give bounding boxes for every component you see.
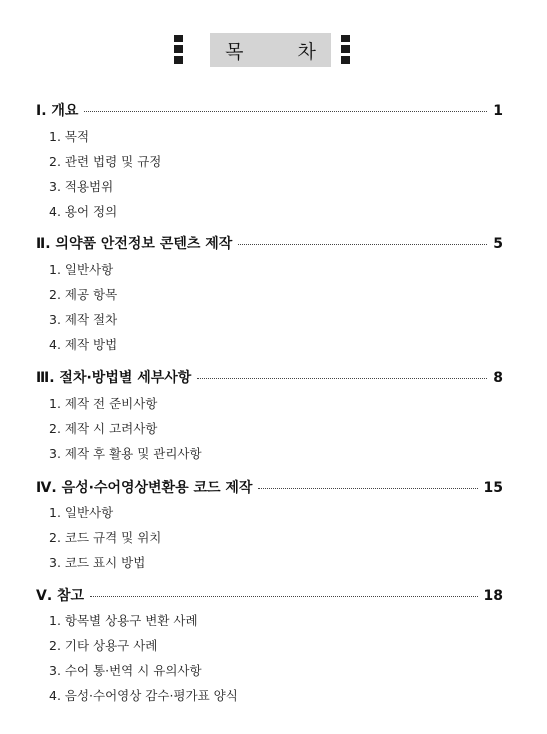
toc-item[interactable]: 3. 적용범위 [49,179,114,194]
toc-item[interactable]: 2. 관련 법령 및 규정 [49,154,162,169]
dot-leader [197,378,487,379]
toc-section-5[interactable] [36,585,503,605]
toc-item[interactable]: 1. 일반사항 [49,262,114,277]
title-right-decoration [341,33,350,67]
toc-section-3[interactable] [36,367,503,387]
title-left-decoration [174,33,183,67]
toc-item[interactable]: 1. 목적 [49,129,90,144]
toc-item[interactable]: 4. 용어 정의 [49,204,118,219]
section-heading: Ⅰ. 개요 [36,103,79,119]
toc-item[interactable]: 1. 항목별 상용구 변환 사례 [49,613,198,628]
toc-title-box [210,33,340,67]
toc-item[interactable]: 2. 제작 시 고려사항 [49,421,158,436]
dot-leader [258,488,477,489]
toc-title: 목 차 [225,40,340,63]
toc-item[interactable]: 4. 음성·수어영상 감수·평가표 양식 [49,688,238,703]
dot-leader [84,111,487,112]
toc-item[interactable]: 2. 제공 항목 [49,287,118,302]
section-heading: Ⅳ. 음성·수어영상변환용 코드 제작 [36,480,253,496]
section-page-number: 5 [493,236,503,252]
toc-item[interactable]: 3. 코드 표시 방법 [49,555,146,570]
toc-section-4[interactable] [36,477,503,497]
section-page-number: 15 [483,480,503,496]
section-heading: Ⅱ. 의약품 안전정보 콘텐츠 제작 [36,236,233,252]
dot-leader [238,244,487,245]
toc-item[interactable]: 1. 제작 전 준비사항 [49,396,158,411]
toc-item[interactable]: 4. 제작 방법 [49,337,118,352]
toc-item[interactable]: 3. 제작 후 활용 및 관리사항 [49,446,202,461]
toc-section-2[interactable] [36,233,503,253]
section-heading: Ⅲ. 절차·방법별 세부사항 [36,370,192,386]
toc-item[interactable]: 1. 일반사항 [49,505,114,520]
section-page-number: 18 [483,588,503,604]
toc-item[interactable]: 2. 코드 규격 및 위치 [49,530,162,545]
toc-item[interactable]: 3. 수어 통·번역 시 유의사항 [49,663,202,678]
toc-title-banner [0,33,547,67]
toc-item[interactable]: 3. 제작 절차 [49,312,118,327]
toc-section-1[interactable] [36,100,503,120]
section-heading: Ⅴ. 참고 [36,588,85,604]
section-page-number: 1 [493,103,503,119]
dot-leader [90,596,477,597]
section-page-number: 8 [493,370,503,386]
toc-item[interactable]: 2. 기타 상용구 사례 [49,638,158,653]
